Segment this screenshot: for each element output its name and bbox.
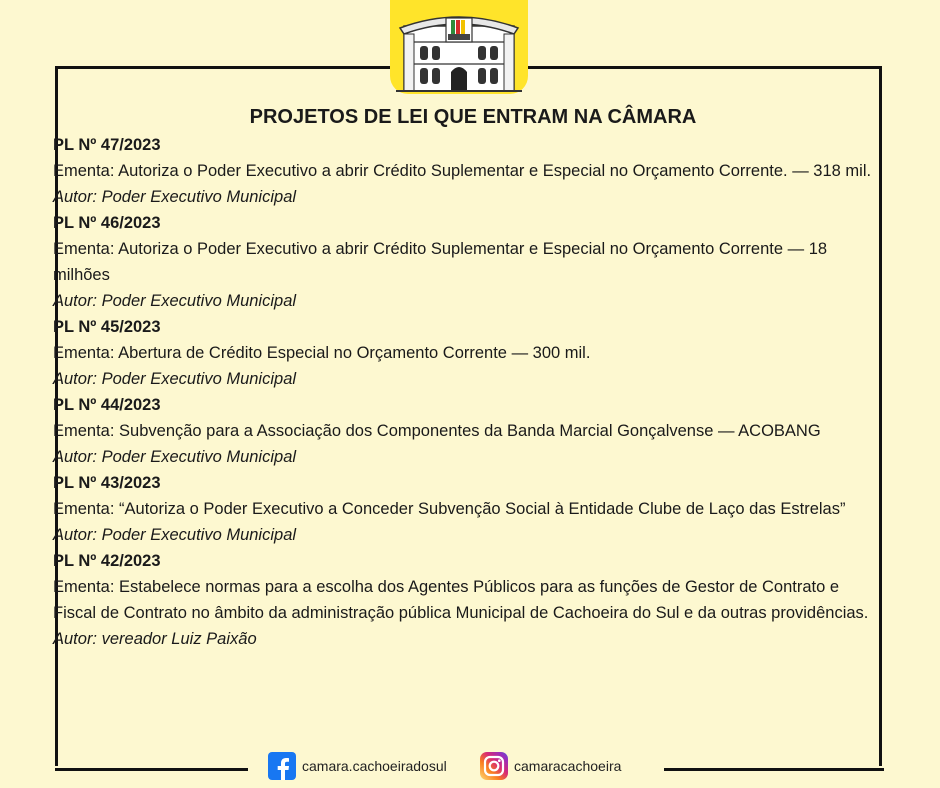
project-ementa: Ementa: Autoriza o Poder Executivo a abrir Crédito Suplementar e Especial no Orçamento Corrente — 18 milhões (53, 240, 828, 284)
footer-divider-left (55, 768, 248, 771)
project-item-45 (53, 314, 885, 392)
project-item-47 (53, 132, 885, 210)
project-author: Autor: Poder Executivo Municipal (53, 188, 297, 206)
main-content (53, 104, 885, 652)
project-number: PL Nº 42/2023 (53, 552, 161, 570)
project-author: Autor: Poder Executivo Municipal (53, 448, 297, 466)
project-ementa: Ementa: Autoriza o Poder Executivo a abrir Crédito Suplementar e Especial no Orçamento Corrente. — 318 mil. (53, 162, 872, 180)
project-number: PL Nº 44/2023 (53, 396, 161, 414)
page-title: PROJETOS DE LEI QUE ENTRAM NA CÂMARA (249, 106, 697, 128)
logo-badge (390, 0, 528, 94)
project-author: Autor: Poder Executivo Municipal (53, 370, 297, 388)
instagram-icon (480, 752, 508, 780)
project-item-46 (53, 210, 885, 314)
instagram-handle: camaracachoeira (514, 758, 622, 774)
project-ementa: Ementa: “Autoriza o Poder Executivo a Conceder Subvenção Social à Entidade Clube de Laço das Estrelas” (53, 500, 846, 518)
instagram-link[interactable] (480, 752, 621, 780)
facebook-icon (268, 752, 296, 780)
chamber-building-icon (396, 4, 522, 92)
project-ementa: Ementa: Abertura de Crédito Especial no Orçamento Corrente — 300 mil. (53, 344, 591, 362)
project-author: Autor: Poder Executivo Municipal (53, 526, 297, 544)
project-item-44 (53, 392, 885, 470)
footer-divider-right (664, 768, 884, 771)
project-author: Autor: Poder Executivo Municipal (53, 292, 297, 310)
project-number: PL Nº 47/2023 (53, 136, 161, 154)
facebook-handle: camara.cachoeiradosul (302, 758, 447, 774)
project-number: PL Nº 45/2023 (53, 318, 161, 336)
project-ementa: Ementa: Estabelece normas para a escolha dos Agentes Públicos para as funções de Gestor de Contrato e Fiscal de Contrato no âmbito da administração pública Municipal de Cachoeira do Sul e da outras providências. (53, 578, 869, 622)
facebook-link[interactable] (268, 752, 447, 780)
project-author: Autor: vereador Luiz Paixão (53, 630, 257, 648)
project-number: PL Nº 46/2023 (53, 214, 161, 232)
project-item-43 (53, 470, 885, 548)
project-ementa: Ementa: Subvenção para a Associação dos Componentes da Banda Marcial Gonçalvense — ACOBANG (53, 422, 821, 440)
project-item-42 (53, 548, 885, 652)
project-number: PL Nº 43/2023 (53, 474, 161, 492)
